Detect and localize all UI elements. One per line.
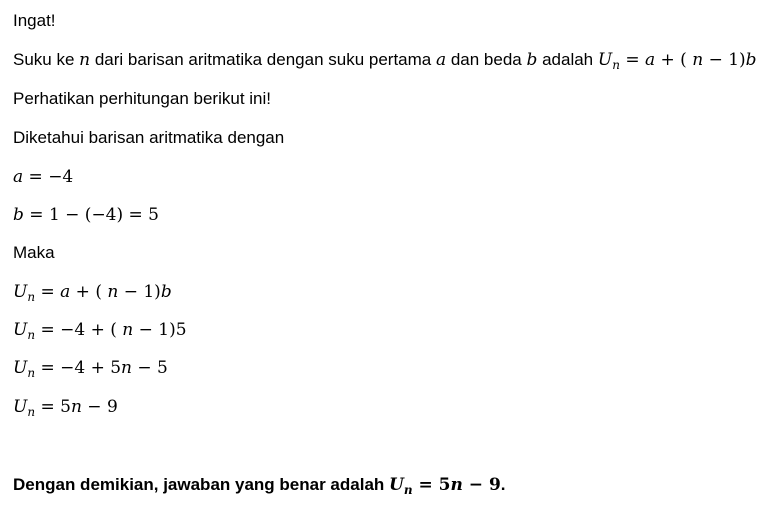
then-label: Maka <box>13 243 55 262</box>
definition-text-2: dari barisan aritmatika dengan suku pertama <box>90 50 436 69</box>
step-3-equation: $U_n = -4 + 5n - 5$ <box>13 358 168 380</box>
remember-heading: Ingat! <box>13 11 56 30</box>
definition-text-3: dan beda <box>446 50 527 69</box>
b-value-equation: b = 1 − (−4) = 5 <box>13 205 160 225</box>
step-2-equation: $U_n = -4$ + ( n − 1)5 <box>13 320 187 342</box>
definition-var-b: b <box>526 50 538 70</box>
conclusion-line <box>13 474 506 496</box>
final-answer: $U_n = 5n - 9$ <box>389 475 501 497</box>
definition-text-1: Suku ke <box>13 50 80 69</box>
conclusion-text: Dengan demikian, jawaban yang benar adalah <box>13 475 390 494</box>
definition-var-n: n <box>79 50 91 70</box>
step-4-equation: $U_n = 5n - 9$ <box>13 397 118 419</box>
definition-text-4: adalah <box>537 50 598 69</box>
definition-line <box>13 49 757 71</box>
definition-var-a: a <box>435 50 447 70</box>
definition-formula: $U_n = a$ + ( n − 1)b <box>597 50 757 72</box>
calculation-note: Perhatikan perhitungan berikut ini! <box>13 89 271 108</box>
given-intro: Diketahui barisan aritmatika dengan <box>13 128 285 147</box>
step-1-equation: $U_n = a$ + ( n − 1)b <box>13 282 172 304</box>
conclusion-period: . <box>500 475 506 494</box>
a-value-equation: a = −4 <box>13 167 74 187</box>
